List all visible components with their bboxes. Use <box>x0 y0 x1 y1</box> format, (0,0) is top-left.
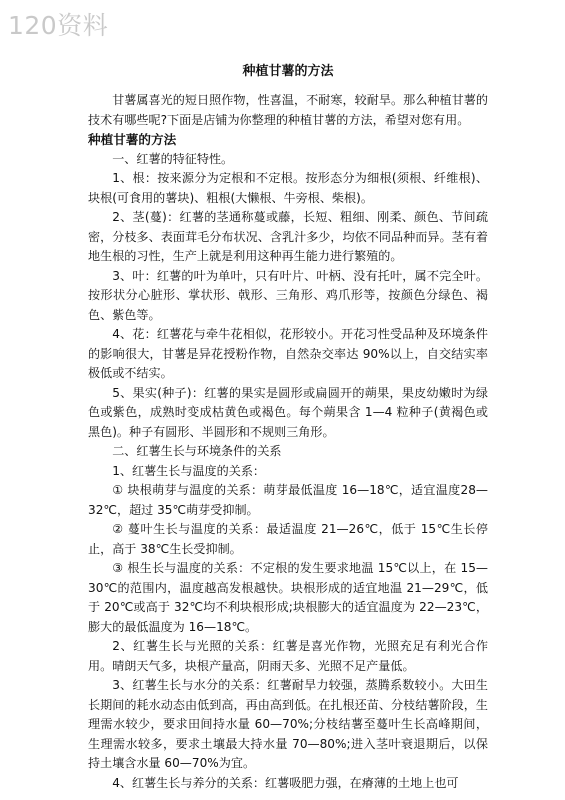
paragraph: 二、红薯生长与环境条件的关系 <box>112 444 282 458</box>
document-page <box>88 62 488 793</box>
paragraph: 一、红薯的特征特性。 <box>112 151 234 166</box>
paragraph: 2、茎(蔓)：红薯的茎通称蔓或藤，长短、粗细、刚柔、颜色、节间疏密，分枝多、表面茸毛分布状况、含乳汁多少，均依不同品种而异。茎有着地生根的习性，生产上就是利用这种再生能力进行繁殖的。 <box>88 210 488 263</box>
paragraph: 1、红薯生长与温度的关系： <box>112 463 266 478</box>
paragraph: ③ 根生长与温度的关系：不定根的发生要求地温 15℃以上，在 15—30℃的范围内，温度越高发根越快。块根形成的适宜地温 21—29℃，低于 20℃或高于 32℃均不利块根形成;块根膨大的适宜温度为 22—23℃，膨大的最低温度为 16—18℃。 <box>88 561 488 634</box>
paragraph: 3、叶：红薯的叶为单叶，只有叶片、叶柄、没有托叶，属不完全叶。按形状分心脏形、掌状形、戟形、三角形、鸡爪形等，按颜色分绿色、褐色、紫色等。 <box>88 268 488 322</box>
paragraph: 5、果实(种子)：红薯的果实是圆形或扁圆开的蒴果，果皮幼嫩时为绿色或紫色，成熟时变成枯黄色或褐色。每个蒴果含 1—4 粒种子(黄褐色或黑色)。种子有圆形、半圆形和不规则三角形。 <box>88 385 488 439</box>
section-heading: 种植甘薯的方法 <box>88 132 177 147</box>
paragraph: 3、红薯生长与水分的关系：红薯耐旱力较强，蒸腾系数较小。大田生长期间的耗水动态由低到高，再由高到低。在扎根还苗、分枝结薯阶段，生理需水较少，要求田间持水量 60—70%;分枝结薯至蔓叶生长高峰期间，生理需水较多，要求土壤最大持水量 70—80%;进入茎叶衰退期后，以保持土壤含水量 60—70%为宜。 <box>88 678 488 770</box>
watermark-logo: 120资料 <box>8 11 109 40</box>
intro-paragraph: 甘薯属喜光的短日照作物，性喜温，不耐寒，较耐旱。那么种植甘薯的技术有哪些呢?下面是店铺为你整理的种植甘薯的方法，希望对您有用。 <box>88 93 488 127</box>
document-title: 种植甘薯的方法 <box>242 64 334 79</box>
paragraph: 4、花：红薯花与牵牛花相似，花形较小。开花习性受品种及环境条件的影响很大，甘薯是异花授粉作物，自然杂交率达 90%以上，自交结实率极低或不结实。 <box>88 327 488 380</box>
paragraph: 4、红薯生长与养分的关系：红薯吸肥力强，在瘠薄的土地上也可 <box>112 775 459 790</box>
paragraph: 1、根：按来源分为定根和不定根。按形态分为细根(须根、纤维根)、块根(可食用的薯块)、粗根(大懒根、牛旁根、柴根)。 <box>88 171 488 205</box>
paragraph: ① 块根萌芽与温度的关系：萌芽最低温度 16—18℃，适宜温度28—32℃，超过 35℃萌芽受抑制。 <box>88 483 488 517</box>
paragraph: 2、红薯生长与光照的关系：红薯是喜光作物，光照充足有利光合作用。晴朗天气多，块根产量高，阴雨天多、光照不足产量低。 <box>88 639 488 673</box>
paragraph: ② 蔓叶生长与温度的关系：最适温度 21—26℃，低于 15℃生长停止，高于 38℃生长受抑制。 <box>88 522 488 556</box>
